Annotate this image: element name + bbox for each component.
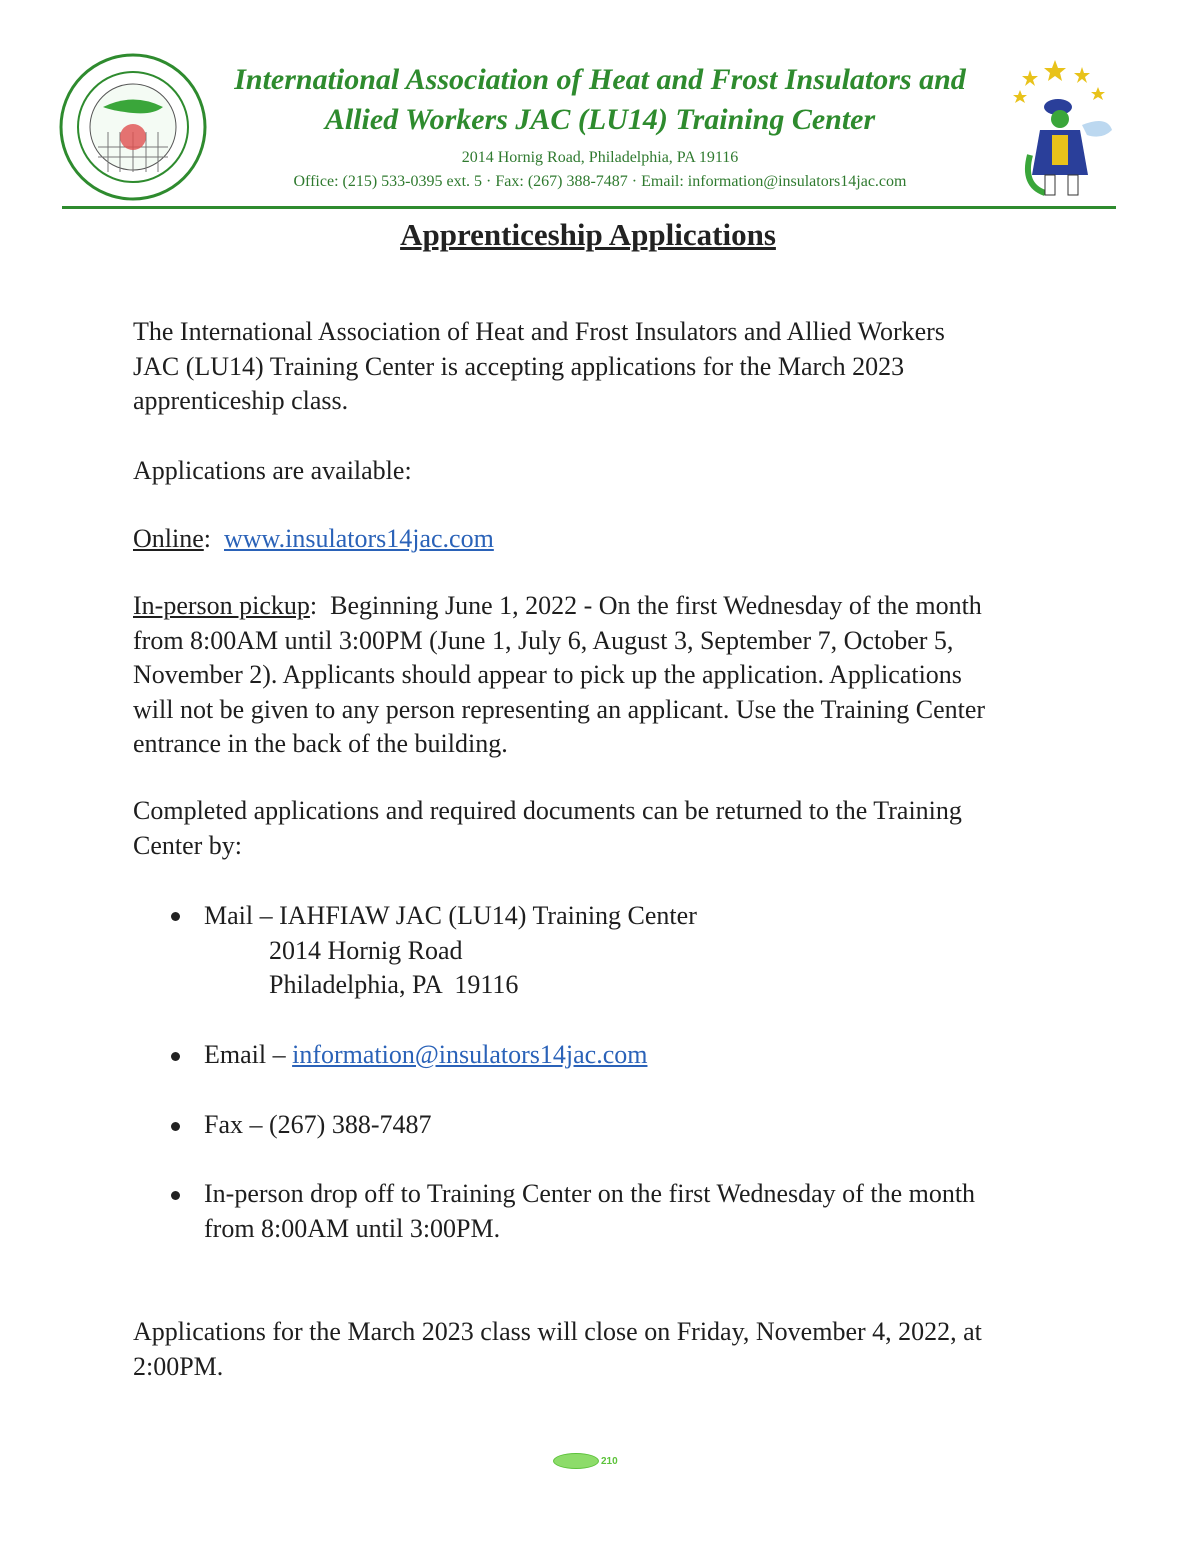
union-bug-emblem: [553, 1453, 599, 1469]
available-text: Applications are available:: [133, 456, 412, 485]
dropoff-bullet: [204, 1177, 975, 1246]
text-line: 2:00PM.: [133, 1351, 224, 1381]
bullet-icon: [171, 1191, 180, 1200]
closing-paragraph: [133, 1315, 982, 1384]
text-line: : Beginning June 1, 2022 - On the first Wednesday of the month: [309, 591, 982, 620]
header-divider: [62, 206, 1116, 209]
text-line: Applications for the March 2023 class will close on Friday, November 4, 2022, at: [133, 1317, 982, 1346]
text-line: JAC (LU14) Training Center is accepting applications for the March 2023: [133, 351, 905, 381]
organization-name-line: Allied Workers JAC (LU14) Training Center: [324, 103, 876, 136]
text-line: Center by:: [133, 830, 243, 860]
text-line: will not be given to any person representing an applicant. Use the Training Center: [133, 694, 986, 724]
union-bug-logo: [553, 1453, 618, 1469]
training-center-seal-logo: [58, 52, 208, 202]
text-line: The International Association of Heat and Frost Insulators and Allied Workers: [133, 317, 945, 346]
text-line: 2014 Hornig Road: [204, 935, 463, 965]
text-line: from 8:00AM until 3:00PM (June 1, July 6, August 3, September 7, October 5,: [133, 625, 954, 655]
text-line: Mail – IAHFIAW JAC (LU14) Training Center: [204, 901, 697, 930]
pickup-label: In-person pickup: [133, 591, 310, 620]
text-line: Philadelphia, PA 19116: [204, 970, 519, 999]
organization-name-line: International Association of Heat and Frost Insulators and: [234, 63, 966, 96]
text-line: Completed applications and required documents can be returned to the Training: [133, 796, 962, 825]
header-contact: Office: (215) 533-0395 ext. 5 · Fax: (267) 388-7487 · Email: information@insulators14jac.com: [293, 173, 907, 190]
pickup-paragraph: [133, 589, 985, 762]
text-line: from 8:00AM until 3:00PM.: [204, 1213, 501, 1243]
fax-bullet: Fax – (267) 388-7487: [204, 1110, 432, 1139]
text-line: In-person drop off to Training Center on the first Wednesday of the month: [204, 1179, 976, 1208]
email-label: Email –: [204, 1040, 293, 1069]
mail-bullet: [204, 899, 697, 1003]
return-paragraph: [133, 794, 962, 863]
bullet-icon: [171, 912, 180, 921]
union-bug-number: 210: [601, 1455, 618, 1467]
text-line: entrance in the back of the building.: [133, 729, 508, 758]
bullet-icon: [171, 1052, 180, 1061]
organization-name: [215, 60, 985, 140]
bullet-icon: [171, 1122, 180, 1131]
mascot-logo: [1010, 55, 1120, 200]
online-line: Online: www.insulators14jac.com: [133, 524, 494, 553]
page-title: Apprenticeship Applications: [400, 217, 776, 252]
online-label: Online: [133, 524, 204, 553]
text-line: apprenticeship class.: [133, 386, 349, 415]
text-line: November 2). Applicants should appear to pick up the application. Applications: [133, 660, 962, 689]
intro-paragraph: [133, 315, 945, 419]
header-address: 2014 Hornig Road, Philadelphia, PA 19116: [461, 149, 739, 166]
email-bullet: [204, 1038, 647, 1073]
email-link[interactable]: information@insulators14jac.com: [292, 1040, 648, 1069]
website-link[interactable]: www.insulators14jac.com: [224, 524, 494, 553]
